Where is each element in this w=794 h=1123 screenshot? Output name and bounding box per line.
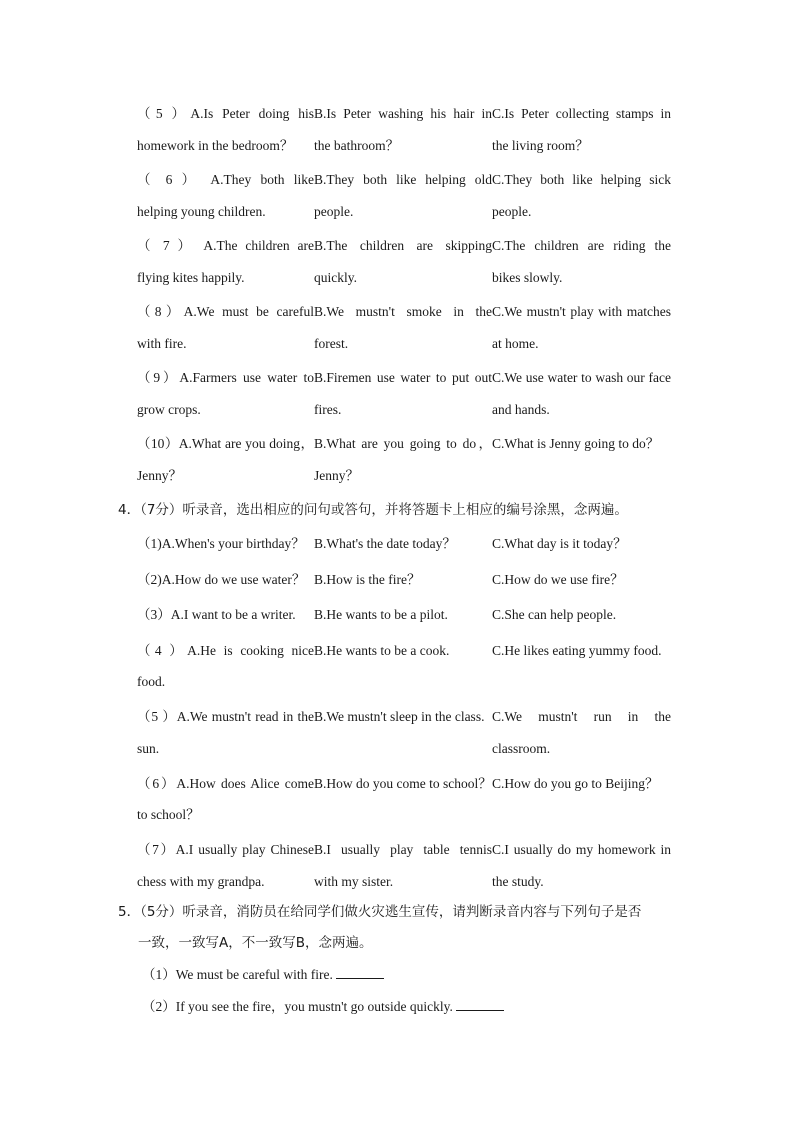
option-c[interactable]: C.Is Peter collecting stamps in the living room？ bbox=[492, 106, 671, 153]
option-c[interactable]: C.We mustn't run in the classroom. bbox=[492, 709, 671, 756]
option-c[interactable]: C.What day is it today？ bbox=[492, 536, 627, 551]
option-row bbox=[137, 599, 671, 635]
q5-item-1 bbox=[142, 959, 384, 990]
option-c[interactable]: C.She can help people. bbox=[492, 607, 617, 622]
q5-item-text: （1）We must be careful with fire. bbox=[142, 967, 333, 982]
option-a[interactable]: （2)A.How do we use water？ bbox=[137, 571, 306, 587]
q5-heading-line1: 5．（5分）听录音，消防员在给同学们做火灾逃生宣传，请判断录音内容与下列句子是否 bbox=[118, 904, 642, 920]
q5-item-text: （2）If you see the fire，you mustn't go outside quickly. bbox=[142, 999, 453, 1014]
option-a[interactable]: （ 7 ） A.The children are flying kites happily. bbox=[137, 238, 314, 285]
option-b[interactable]: B.We mustn't smoke in the forest. bbox=[314, 304, 492, 351]
option-b[interactable]: B.They both like helping old people. bbox=[314, 172, 492, 219]
option-c[interactable]: C.We mustn't play with matches at home. bbox=[492, 304, 671, 351]
option-b[interactable]: B.I usually play table tennis with my sister. bbox=[314, 842, 492, 889]
answer-blank[interactable] bbox=[336, 964, 384, 979]
option-a[interactable]: （6）A.How does Alice come to school？ bbox=[137, 775, 314, 822]
option-b[interactable]: B.What's the date today？ bbox=[314, 536, 456, 551]
option-b[interactable]: B.What are you going to do，Jenny？ bbox=[314, 436, 492, 483]
option-row bbox=[137, 428, 671, 494]
option-row bbox=[137, 362, 671, 428]
option-row bbox=[137, 768, 671, 835]
option-c[interactable]: C.The children are riding the bikes slowly. bbox=[492, 238, 671, 285]
option-a[interactable]: （10）A.What are you doing，Jenny？ bbox=[137, 436, 314, 483]
option-c[interactable]: C.How do you go to Beijing？ bbox=[492, 775, 659, 791]
option-row bbox=[137, 701, 671, 768]
option-row bbox=[137, 296, 671, 362]
option-row bbox=[137, 528, 671, 564]
option-a[interactable]: （5 ）A.We mustn't read in the sun. bbox=[137, 709, 314, 756]
option-c[interactable]: C.They both like helping sick people. bbox=[492, 172, 671, 219]
option-c[interactable]: C.How do we use fire？ bbox=[492, 571, 624, 587]
option-row bbox=[137, 564, 671, 600]
option-a[interactable]: （3）A.I want to be a writer. bbox=[137, 607, 296, 622]
option-a[interactable]: （7）A.I usually play Chinese chess with my grandpa. bbox=[137, 842, 314, 889]
q5-item-2 bbox=[142, 991, 504, 1022]
option-b[interactable]: B.We mustn't sleep in the class. bbox=[314, 709, 485, 724]
option-a[interactable]: （4 ）A.He is cooking nice food. bbox=[137, 642, 314, 689]
option-b[interactable]: B.He wants to be a cook. bbox=[314, 642, 450, 658]
option-a[interactable]: （1)A.When's your birthday？ bbox=[137, 536, 305, 551]
option-a[interactable]: （ 6 ） A.They both like helping young children. bbox=[137, 172, 314, 219]
answer-blank[interactable] bbox=[456, 996, 504, 1011]
option-b[interactable]: B.Firemen use water to put out fires. bbox=[314, 370, 492, 417]
option-c[interactable]: C.We use water to wash our face and hands. bbox=[492, 370, 671, 417]
q5-heading-line2: 一致，一致写A，不一致写B，念两遍。 bbox=[138, 935, 373, 951]
option-row bbox=[137, 834, 671, 901]
option-c[interactable]: C.He likes eating yummy food. bbox=[492, 642, 662, 658]
option-b[interactable]: B.Is Peter washing his hair in the bathroom？ bbox=[314, 106, 492, 153]
option-a[interactable]: （9）A.Farmers use water to grow crops. bbox=[137, 370, 314, 417]
option-b[interactable]: B.The children are skipping quickly. bbox=[314, 238, 492, 285]
option-b[interactable]: B.He wants to be a pilot. bbox=[314, 607, 448, 622]
option-b[interactable]: B.How is the fire？ bbox=[314, 571, 421, 587]
q4-heading-text: 4．（7分）听录音，选出相应的问句或答句，并将答题卡上相应的编号涂黑，念两遍。 bbox=[118, 502, 628, 518]
option-row bbox=[137, 98, 671, 164]
option-c[interactable]: C.I usually do my homework in the study. bbox=[492, 842, 671, 889]
option-a[interactable]: （8）A.We must be careful with fire. bbox=[137, 304, 314, 351]
q4-options-table bbox=[137, 528, 671, 901]
q3-options-table bbox=[137, 98, 671, 494]
q5-heading bbox=[118, 897, 678, 959]
q4-heading bbox=[118, 495, 678, 526]
option-a[interactable]: （5 ）A.Is Peter doing his homework in the bedroom？ bbox=[137, 106, 314, 153]
option-c[interactable]: C.What is Jenny going to do？ bbox=[492, 436, 660, 451]
option-row bbox=[137, 635, 671, 702]
option-row bbox=[137, 164, 671, 230]
option-b[interactable]: B.How do you come to school？ bbox=[314, 775, 492, 791]
option-row bbox=[137, 230, 671, 296]
